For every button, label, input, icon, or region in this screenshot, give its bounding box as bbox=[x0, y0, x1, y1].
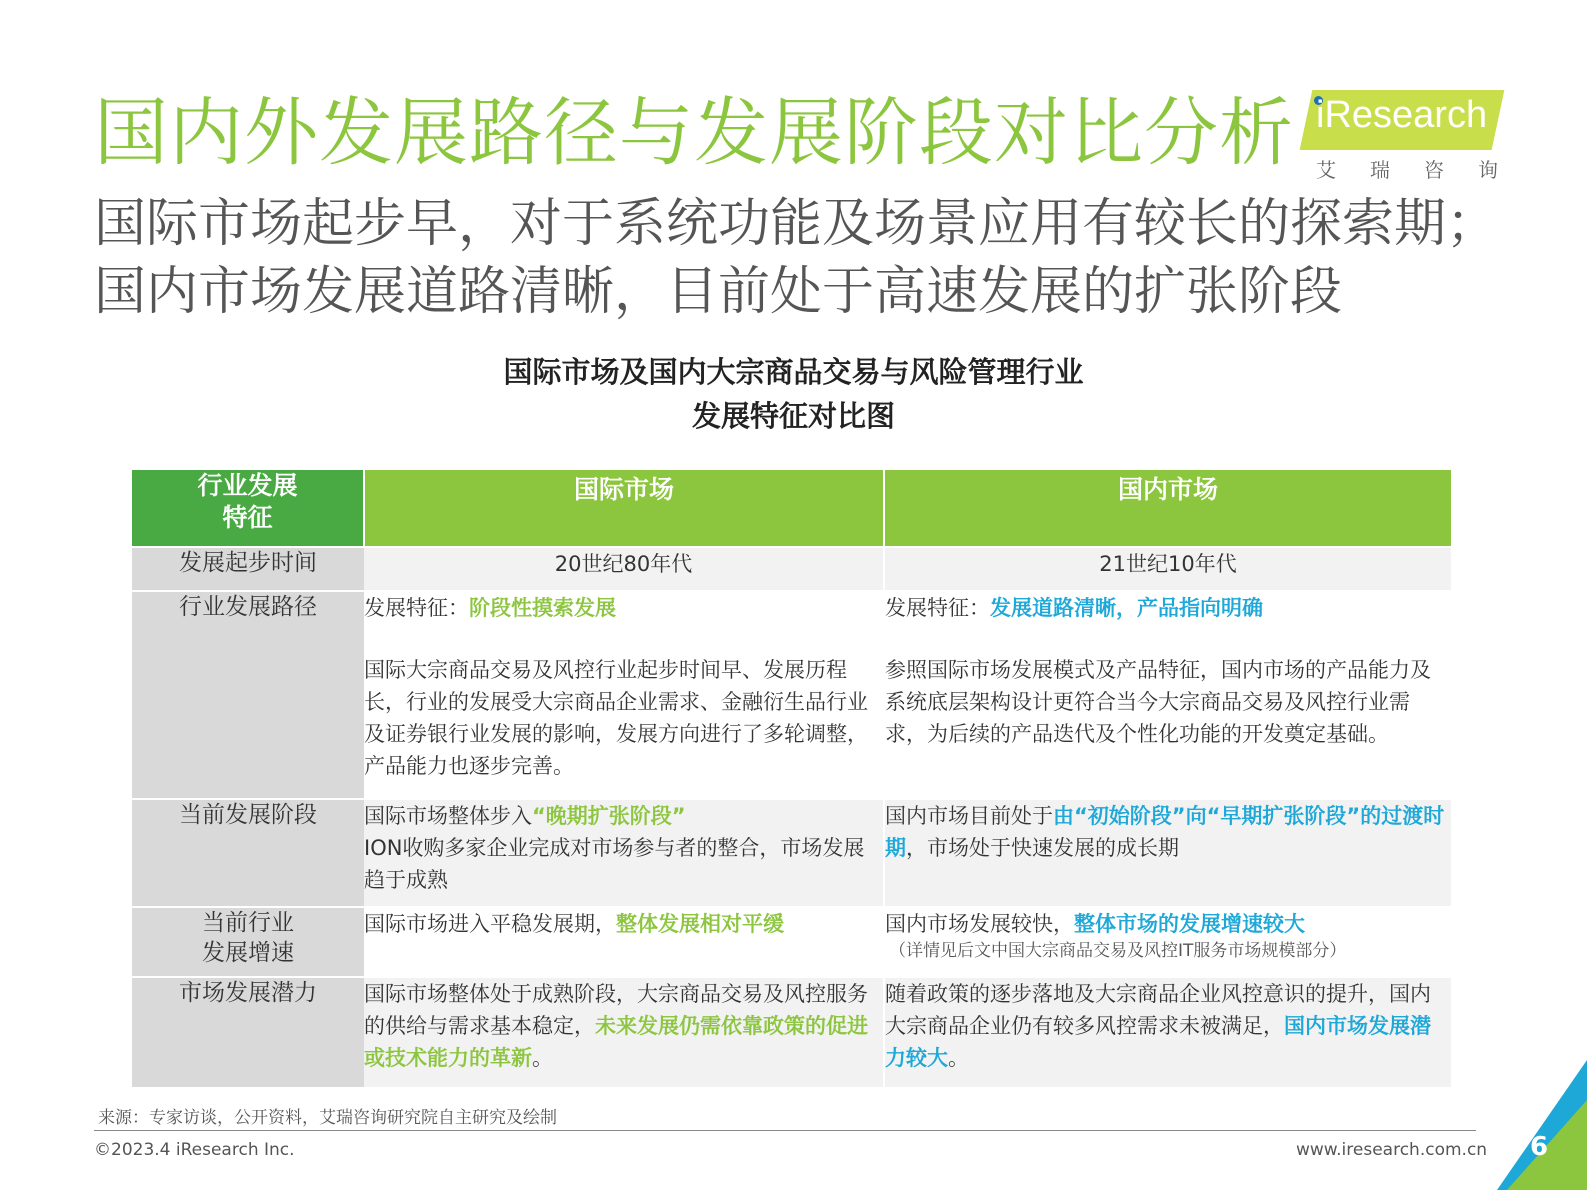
page-subtitle bbox=[94, 190, 1498, 326]
intl-growth-highlight: 整体发展相对平缓 bbox=[616, 912, 784, 936]
domestic-start-time: 21世纪10年代 bbox=[884, 547, 1452, 591]
table-row bbox=[132, 907, 1452, 977]
table-row bbox=[132, 977, 1452, 1087]
header-feature-line-2: 特征 bbox=[222, 503, 273, 532]
footer-divider bbox=[94, 1130, 1476, 1131]
logo-chinese-name: 艾瑞咨询 bbox=[1316, 158, 1532, 182]
growth-label-line-1: 当前行业 bbox=[202, 910, 294, 936]
header-domestic: 国内市场 bbox=[884, 470, 1452, 547]
copyright: ©2023.4 iResearch Inc. bbox=[94, 1140, 295, 1160]
domestic-growth-highlight: 整体市场的发展增速较大 bbox=[1074, 912, 1305, 936]
table-title-line-2: 发展特征对比图 bbox=[691, 399, 895, 433]
row-label-start-time: 发展起步时间 bbox=[132, 547, 364, 591]
intl-stage-line bbox=[364, 800, 883, 832]
intl-stage-body: ION收购多家企业完成对市场参与者的整合，市场发展趋于成熟 bbox=[364, 836, 865, 892]
intl-market-potential bbox=[364, 977, 884, 1087]
domestic-stage-prefix: 国内市场目前处于 bbox=[885, 804, 1053, 828]
domestic-stage-highlight: 由“初始阶段”向“早期扩张阶段”的过渡时期 bbox=[885, 804, 1445, 860]
domestic-market-potential bbox=[884, 977, 1452, 1087]
source-note: 来源：专家访谈，公开资料，艾瑞咨询研究院自主研究及绘制 bbox=[98, 1108, 557, 1128]
table-row bbox=[132, 799, 1452, 907]
domestic-development-path bbox=[884, 591, 1452, 799]
intl-growth-prefix: 国际市场进入平稳发展期， bbox=[364, 912, 616, 936]
intl-potential-suffix: 。 bbox=[532, 1046, 553, 1070]
domestic-stage-suffix: ，市场处于快速发展的成长期 bbox=[906, 836, 1179, 860]
row-label-market-potential: 市场发展潜力 bbox=[132, 977, 364, 1087]
intl-potential-highlight: 未来发展仍需依靠政策的促进或技术能力的革新 bbox=[364, 1014, 868, 1070]
intl-stage-prefix: 国际市场整体步入 bbox=[364, 804, 532, 828]
page-number: 6 bbox=[1530, 1132, 1549, 1162]
domestic-current-stage bbox=[884, 799, 1452, 907]
corner-decoration bbox=[1497, 1060, 1587, 1190]
table-title bbox=[0, 350, 1587, 438]
domestic-growth-rate bbox=[884, 907, 1452, 977]
domestic-path-highlight: 发展道路清晰，产品指向明确 bbox=[990, 596, 1263, 620]
intl-growth-rate bbox=[364, 907, 884, 977]
table-row bbox=[132, 547, 1452, 591]
intl-path-prefix: 发展特征： bbox=[364, 596, 469, 620]
logo-text: iResearch bbox=[1316, 94, 1488, 136]
header-feature bbox=[132, 470, 364, 547]
intl-start-time: 20世纪80年代 bbox=[364, 547, 884, 591]
domestic-growth-prefix: 国内市场发展较快， bbox=[885, 912, 1074, 936]
intl-path-highlight: 阶段性摸索发展 bbox=[469, 596, 616, 620]
growth-label-line-2: 发展增速 bbox=[202, 940, 294, 966]
table-header-row bbox=[132, 470, 1452, 547]
domestic-growth-note: （详情见后文中国大宗商品交易及风控IT服务市场规模部分） bbox=[889, 941, 1347, 961]
website-link[interactable]: www.iresearch.com.cn bbox=[1296, 1140, 1488, 1160]
comparison-table bbox=[132, 470, 1453, 1087]
table-title-line-1: 国际市场及国内大宗商品交易与风险管理行业 bbox=[503, 355, 1084, 389]
header-international: 国际市场 bbox=[364, 470, 884, 547]
row-label-current-stage: 当前发展阶段 bbox=[132, 799, 364, 907]
subtitle-line-1: 国际市场起步早，对于系统功能及场景应用有较长的探索期； bbox=[94, 194, 1499, 254]
domestic-path-prefix: 发展特征： bbox=[885, 596, 990, 620]
row-label-development-path: 行业发展路径 bbox=[132, 591, 364, 799]
subtitle-line-2: 国内市场发展道路清晰，目前处于高速发展的扩张阶段 bbox=[94, 262, 1343, 322]
intl-path-feature bbox=[364, 592, 883, 624]
domestic-potential-highlight: 国内市场发展潜力较大 bbox=[885, 1014, 1431, 1070]
domestic-potential-suffix: 。 bbox=[948, 1046, 969, 1070]
row-label-growth-rate bbox=[132, 907, 364, 977]
intl-stage-highlight: “晚期扩张阶段” bbox=[532, 804, 686, 828]
intl-current-stage bbox=[364, 799, 884, 907]
header-feature-line-1: 行业发展 bbox=[197, 471, 298, 500]
domestic-path-body: 参照国际市场发展模式及产品特征，国内市场的产品能力及系统底层架构设计更符合当今大宗商品交易及风控行业需求，为后续的产品迭代及个性化功能的开发奠定基础。 bbox=[885, 658, 1431, 746]
intl-path-body: 国际大宗商品交易及风控行业起步时间早、发展历程长，行业的发展受大宗商品企业需求、金融衍生品行业及证券银行业发展的影响，发展方向进行了多轮调整，产品能力也逐步完善。 bbox=[364, 658, 868, 778]
iresearch-logo bbox=[1306, 84, 1532, 184]
intl-potential-prefix: 国际市场整体处于成熟阶段，大宗商品交易及风控服务的供给与需求基本稳定， bbox=[364, 982, 868, 1038]
domestic-growth-line bbox=[885, 908, 1451, 940]
page-title: 国内外发展路径与发展阶段对比分析 bbox=[94, 90, 1294, 176]
table-row bbox=[132, 591, 1452, 799]
domestic-path-feature bbox=[885, 592, 1451, 624]
domestic-potential-prefix: 随着政策的逐步落地及大宗商品企业风控意识的提升，国内大宗商品企业仍有较多风控需求未被满足， bbox=[885, 982, 1431, 1038]
intl-development-path bbox=[364, 591, 884, 799]
